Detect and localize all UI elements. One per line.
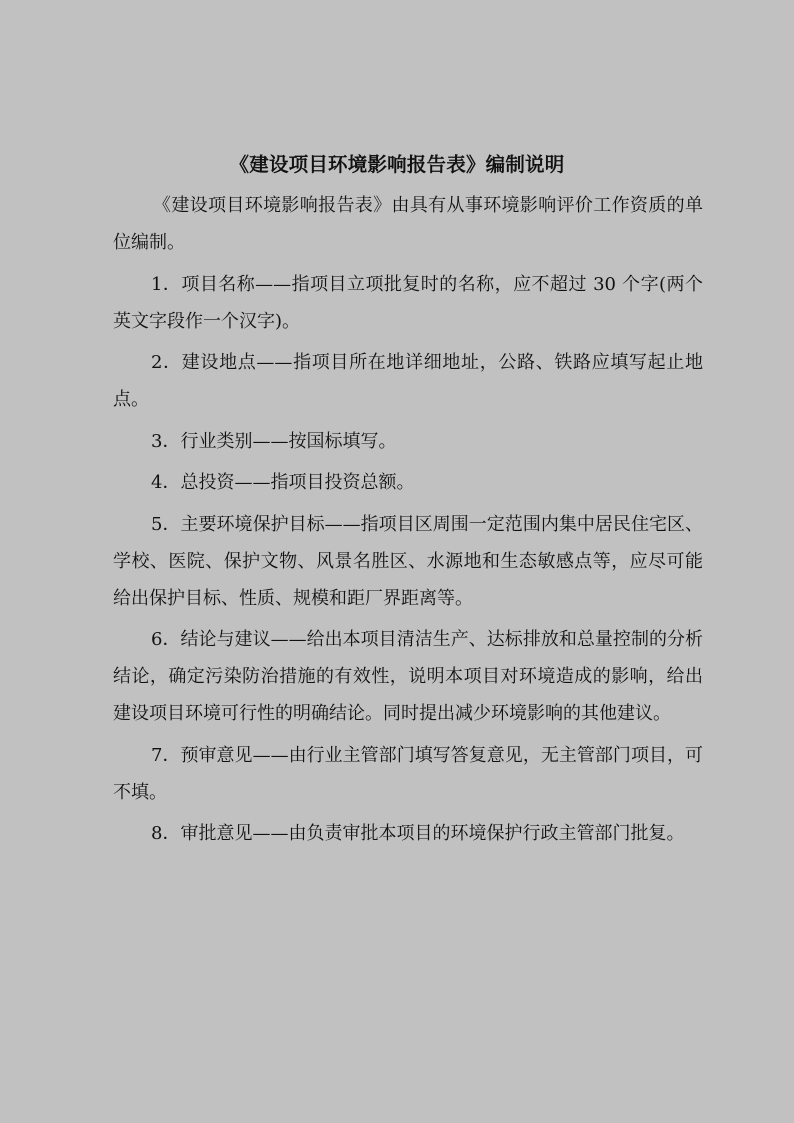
item-3-industry-category: 3．行业类别——按国标填写。 — [151, 430, 397, 452]
document-title: 《建设项目环境影响报告表》编制说明 — [229, 153, 565, 176]
item-4-total-investment: 4．总投资——指项目投资总额。 — [151, 472, 415, 493]
item-1-project-name: 1．项目名称——指项目立项批复时的名称，应不超过 30 个字(两个英文字段作一个汉字)。 — [113, 273, 703, 332]
intro-paragraph: 《建设项目环境影响报告表》由具有从事环境影响评价工作资质的单位编制。 — [113, 195, 703, 253]
item-5-protection-targets: 5．主要环境保护目标——指项目区周围一定范围内集中居民住宅区、学校、医院、保护文物、风景名胜区、水源地和生态敏感点等，应尽可能给出保护目标、性质、规模和距厂界距离等。 — [113, 513, 703, 609]
item-8-approval-opinion: 8．审批意见——由负责审批本项目的环境保护行政主管部门批复。 — [151, 823, 685, 844]
item-6-conclusions: 6．结论与建议——给出本项目清洁生产、达标排放和总量控制的分析结论，确定污染防治措施的有效性，说明本项目对环境造成的影响，给出建设项目环境可行性的明确结论。同时提出减少环境影响的其他建议。 — [113, 629, 703, 724]
document-body — [113, 187, 703, 857]
item-2-construction-site: 2．建设地点——指项目所在地详细地址，公路、铁路应填写起止地点。 — [113, 352, 703, 410]
item-7-preliminary-review: 7．预审意见——由行业主管部门填写答复意见，无主管部门项目，可不填。 — [113, 744, 703, 803]
